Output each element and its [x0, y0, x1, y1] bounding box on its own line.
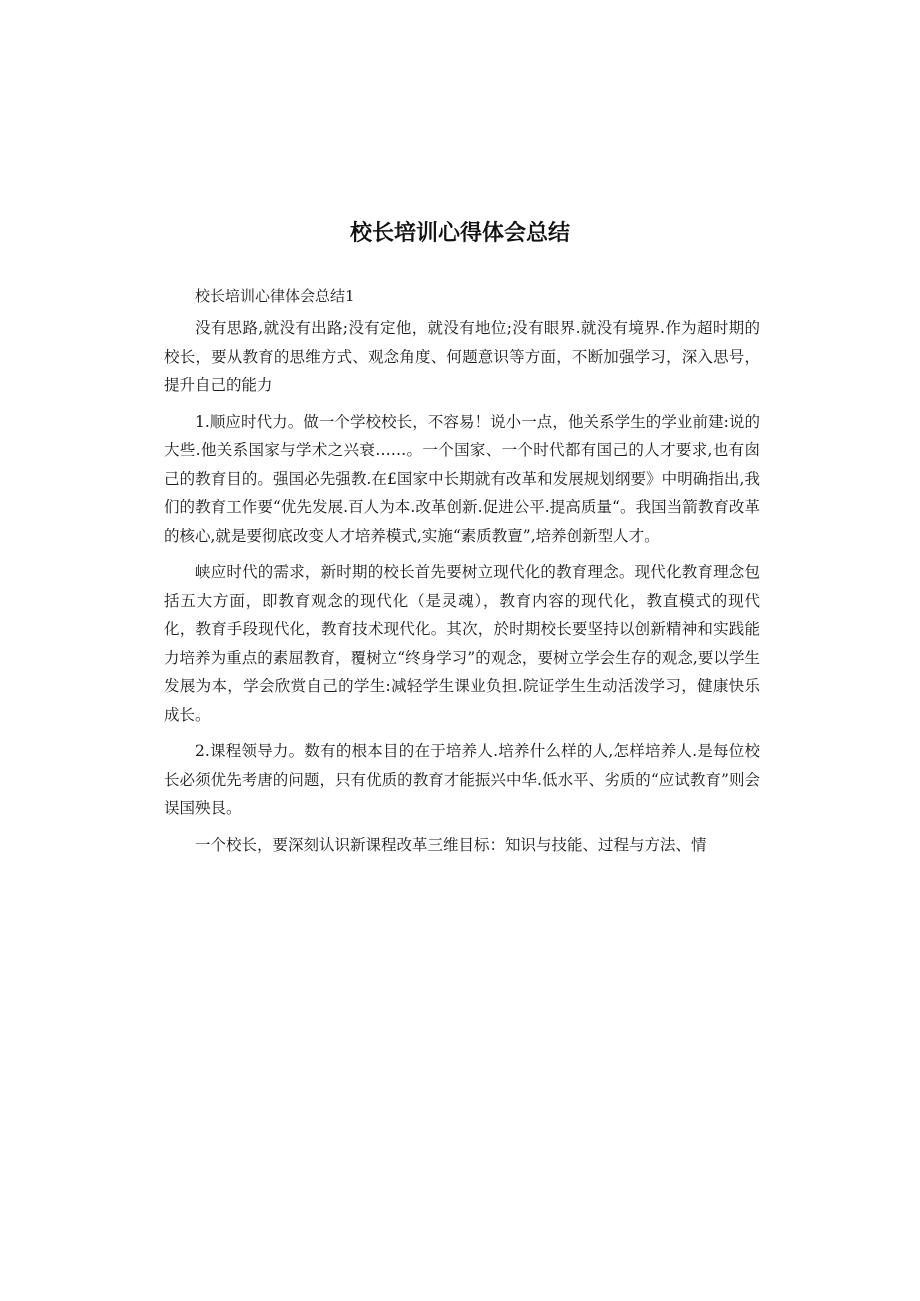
paragraph-point-2: 2.课程领导力。数有的根本目的在于培养人.培养什么样的人,怎样培养人.是每位校长必须优先考唐的问题，只有优质的教育才能振兴中华.低水平、劣质的“应试教育”则会误国殃艮。 — [164, 742, 760, 817]
document-title: 校长培训心得体会总结 — [349, 221, 570, 246]
paragraph-three-goals: 一个校长，要深刻认识新课程改革三维目标：知识与技能、过程与方法、情 — [195, 835, 707, 854]
document-body — [164, 282, 760, 867]
paragraph-point-1: 1.顺应时代力。做一个学校校长，不容易！说小一点，他关系学生的学业前建:说的大些.他关系国家与学术之兴衰……。一个国家、一个时代都有国己的人才要求,也有囱己的教育目的。强国必先强教.在£国家中长期就有改革和发展规划纲要》中明确指出,我们的教育工作要“优先发展.百人为本.改革创新.促进公平.提高质量“。我国当箭教育改革的核心,就是要彻底改变人才培养模式,实施“素质教亶”,培养创新型人才。 — [164, 412, 760, 545]
paragraph-modern-education: 峡应时代的需求，新时期的校长首先要树立现代化的教育理念。现代化教育理念包括五大方面，即教育观念的现代化（是灵魂），教育内容的现代化，教直模式的现代化，教育手段现代化，教育技术现代化。其次，於时期校长要坚持以创新精神和实践能力培养为重点的素屈教育，覆树立“终身学习”的观念，要树立学会生存的观念,要以学生发展为本，学会欣赏自己的学生:减轻学生课业负担.院证学生生动活泼学习，健康快乐成长。 — [164, 563, 760, 724]
section-subheading: 校长培训心律体会总结1 — [195, 287, 355, 305]
paragraph-intro: 没有思路,就没有出路;没有定他，就没有地位;没有眼界.就没有境界.作为超时期的校长，要从教育的思维方式、观念角度、何题意识等方面，不断加强学习，深入思号，提升自己的能力 — [164, 319, 760, 394]
